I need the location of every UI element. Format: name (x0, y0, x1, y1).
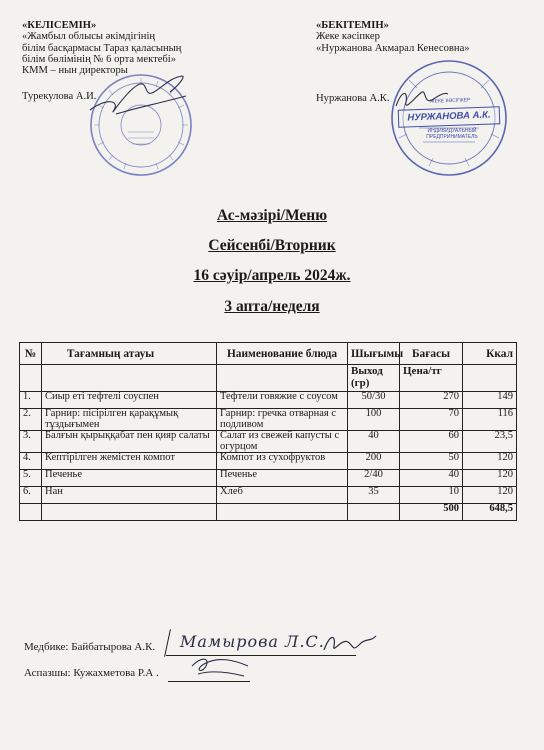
cook-line: Аспазшы: Кужахметова Р.А . (24, 667, 159, 679)
dish-name-kz: Балғын қырыққабат пен қияр салаты (42, 431, 217, 453)
dish-name-ru: Тефтели говяжие с соусом (217, 392, 348, 409)
title-menu: Ас-мәзірі/Меню (216, 207, 328, 224)
nurse-divider (164, 629, 171, 657)
col-price: Бағасы (400, 343, 463, 365)
dish-kcal: 120 (463, 453, 517, 470)
director-signature (86, 70, 196, 130)
title-week: 3 апта/неделя (224, 298, 320, 315)
stamp-body-text: ИНДИВИДУАЛЬНЫЙ ПРЕДПРИНИМАТЕЛЬ (426, 128, 478, 140)
table-row (20, 392, 517, 409)
col-name-kz: Тағамның атауы (42, 343, 217, 365)
director-name: Турекулова А.И. (22, 91, 97, 102)
dish-name-kz: Гарнир: пісірілген қарақұмық тұздығымен (42, 409, 217, 431)
dish-output: 35 (348, 487, 400, 504)
dish-kcal: 23,5 (463, 431, 517, 453)
dish-output: 200 (348, 453, 400, 470)
dish-name-kz: Нан (42, 487, 217, 504)
dish-name-ru: Гарнир: гречка отварная с подливом (217, 409, 348, 431)
dish-price: 40 (400, 470, 463, 487)
cook-signature (188, 652, 252, 682)
dish-name-kz: Печенье (42, 470, 217, 487)
header-left-line-2: білім басқармасы Тараз қаласының (22, 42, 182, 54)
row-number: 4. (20, 453, 42, 470)
row-number: 2. (20, 409, 42, 431)
table-row (20, 409, 517, 431)
table-row (20, 487, 517, 504)
entrepreneur-signature (392, 82, 452, 116)
nurse-handwriting: Мамырова Л.С. (180, 632, 325, 651)
total-kcal: 648,5 (463, 504, 517, 521)
header-right (316, 20, 470, 54)
dish-output: 2/40 (348, 470, 400, 487)
dish-name-ru: Хлеб (217, 487, 348, 504)
dish-name-kz: Сиыр еті тефтелі соуспен (42, 392, 217, 409)
table-row (20, 470, 517, 487)
table-row (20, 431, 517, 453)
approve-title: «БЕКІТЕМІН» (316, 20, 389, 31)
dish-name-ru: Компот из сухофруктов (217, 453, 348, 470)
col-number: № (20, 343, 42, 365)
title-date: 16 сәуір/апрель 2024ж. (193, 267, 351, 284)
dish-output: 50/30 (348, 392, 400, 409)
dish-output: 100 (348, 409, 400, 431)
col-name-ru: Наименование блюда (217, 343, 348, 365)
header-left-line-4: КММ – нын директоры (22, 65, 128, 77)
subheader-output: Выход (гр) (348, 365, 400, 392)
dish-kcal: 120 (463, 470, 517, 487)
nurse-line: Медбике: Байбатырова А.К. (24, 641, 156, 653)
dish-price: 50 (400, 453, 463, 470)
row-number: 6. (20, 487, 42, 504)
header-right-line-2: «Нуржанова Акмарал Кенесовна» (316, 42, 470, 54)
stamp-small-text: ЖЕКЕ КӘСІПКЕР (429, 97, 471, 105)
dish-price: 70 (400, 409, 463, 431)
col-output: Шығымы (348, 343, 400, 365)
entrepreneur-name: Нуржанова А.К. (316, 93, 390, 104)
col-kcal: Ккал (463, 343, 517, 365)
row-number: 5. (20, 470, 42, 487)
header-left-line-1: «Жамбыл облысы әкімдігінің (22, 31, 156, 43)
dish-price: 10 (400, 487, 463, 504)
dish-name-kz: Кептірілген жемістен компот (42, 453, 217, 470)
table-subheader-row (20, 365, 517, 392)
dish-output: 40 (348, 431, 400, 453)
header-left-line-3: білім бөлімінің № 6 орта мектебі» (22, 53, 177, 65)
dish-name-ru: Печенье (217, 470, 348, 487)
table-total-row (20, 504, 517, 521)
header-left (22, 20, 181, 76)
agree-title: «КЕЛІСЕМІН» (22, 20, 97, 31)
header-right-line-1: Жеке кәсіпкер (316, 31, 380, 43)
dish-price: 270 (400, 392, 463, 409)
title-day: Сейсенбі/Вторник (208, 237, 336, 254)
row-number: 3. (20, 431, 42, 453)
dish-kcal: 149 (463, 392, 517, 409)
stamp-header-text: НУРЖАНОВА А.К. (407, 109, 491, 124)
dish-kcal: 116 (463, 409, 517, 431)
dish-kcal: 120 (463, 487, 517, 504)
dish-price: 60 (400, 431, 463, 453)
table-header-row (20, 343, 517, 365)
nurse-signature (322, 628, 378, 658)
table-row (20, 453, 517, 470)
row-number: 1. (20, 392, 42, 409)
subheader-price: Цена/тг (400, 365, 463, 392)
menu-table (19, 342, 517, 521)
total-price: 500 (400, 504, 463, 521)
dish-name-ru: Салат из свежей капусты с огурцом (217, 431, 348, 453)
